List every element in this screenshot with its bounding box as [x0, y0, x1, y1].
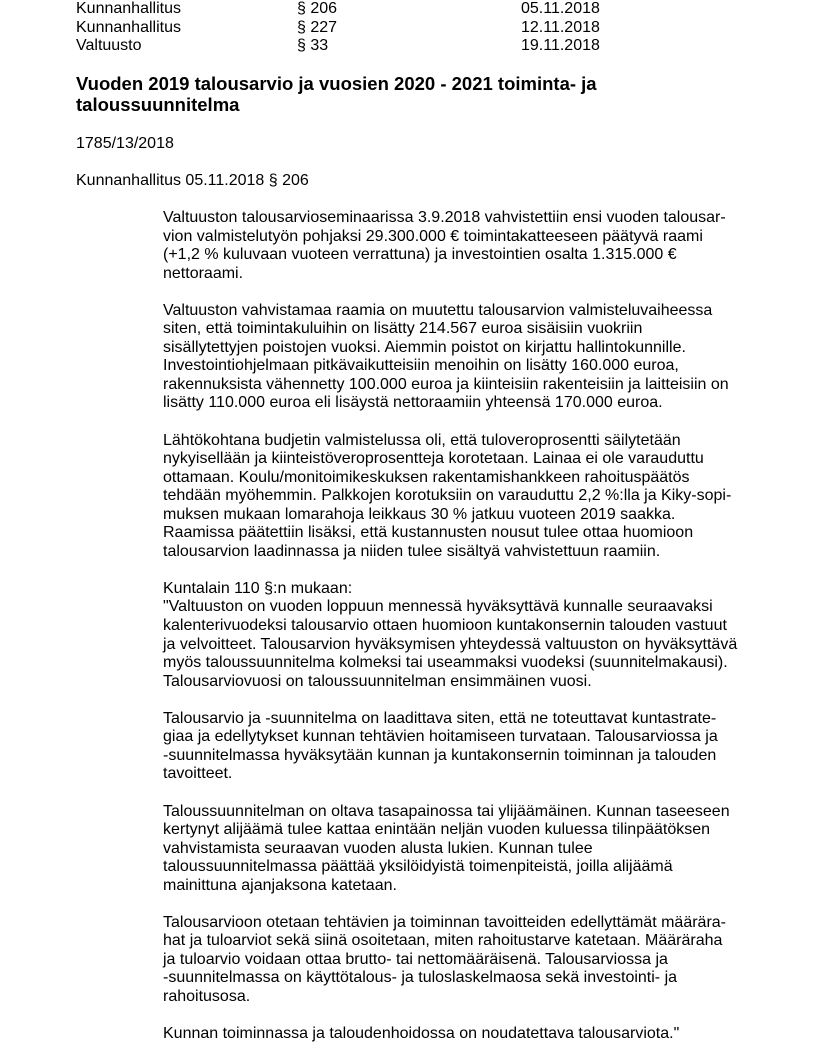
paragraph [163, 1025, 763, 1044]
handling-body: Kunnanhallitus [76, 18, 181, 36]
paragraph-line: siten, että toimintakuluihin on lisätty 214.567 euroa sisäisiin vuokriin [163, 320, 643, 338]
paragraph-line: nettoraami. [163, 264, 244, 282]
paragraph-line: hat ja tuloarviot sekä siinä osoitetaan, miten rahoitustarve katetaan. Määräraha [163, 932, 723, 950]
paragraph [163, 914, 763, 1007]
paragraph-line: Raamissa päätettiin lisäksi, että kustannusten nousut tulee ottaa huomioon [163, 524, 694, 542]
paragraph-line: kalenterivuodeksi talousarvio ottaen huomioon kuntakonsernin talouden vastuut [163, 617, 727, 635]
paragraph-line: Talousarviovuosi on taloussuunnitelman ensimmäinen vuosi. [163, 672, 592, 690]
paragraph-line: ja velvoitteet. Talousarvion hyväksymisen yhteydessä valtuuston on hyväksyttävä [163, 635, 738, 653]
paragraph-line: Investointiohjelmaan pitkävaikutteisiin menoihin on lisätty 160.000 euroa, [163, 357, 679, 375]
paragraph-line: taloussuunnitelmassa päättää yksilöidyistä toimenpiteistä, joilla alijäämä [163, 858, 673, 876]
handling-section: § 206 [297, 0, 338, 17]
meeting-reference: Kunnanhallitus 05.11.2018 § 206 [76, 172, 309, 189]
paragraph-line: tavoitteet. [163, 765, 233, 783]
paragraph-line: tehdään myöhemmin. Palkkojen korotuksiin on varauduttu 2,2 %:lla ja Kiky-sopi- [163, 487, 732, 505]
paragraph-line: (+1,2 % kuluvaan vuoteen verrattuna) ja investointien osalta 1.315.000 € [163, 246, 677, 264]
paragraph-line: ja tuloarvio voidaan ottaa brutto- tai nettomääräisenä. Talousarviossa ja [163, 950, 668, 968]
handling-body: Valtuusto [76, 37, 142, 54]
paragraph-line: Taloussuunnitelman on oltava tasapainossa tai ylijäämäinen. Kunnan taseeseen [163, 802, 730, 820]
paragraph-line: nykyisellään ja kiinteistöveroprosentteja korotetaan. Lainaa ei ole varauduttu [163, 450, 704, 468]
paragraph-line: Kuntalain 110 §:n mukaan: [163, 579, 353, 597]
paragraph-line: Valtuuston vahvistamaa raamia on muutettu talousarvion valmisteluvaiheessa [163, 301, 713, 319]
paragraph-line: muksen mukaan lomarahoja leikkaus 30 % jatkuu vuoteen 2019 saakka. [163, 505, 676, 523]
paragraph-line: kertynyt alijäämä tulee kattaa enintään neljän vuoden kuluessa tilinpäätöksen [163, 821, 711, 839]
handling-body: Kunnanhallitus [76, 0, 181, 17]
paragraph-line: Talousarvioon otetaan tehtävien ja toiminnan tavoitteiden edellyttämät määrära- [163, 913, 726, 931]
paragraph-line: talousarvion laadinnassa ja niiden tulee sisältyä vahvistettuun raamiin. [163, 542, 661, 560]
paragraph-line: lisätty 110.000 euroa eli lisäystä nettoraamiin yhteensä 170.000 euroa. [163, 394, 663, 412]
paragraph [163, 710, 763, 784]
handling-row [76, 19, 636, 38]
paragraph-line: rahoitusosa. [163, 987, 251, 1005]
paragraph-line: rakennuksista vähennetty 100.000 euroa ja kiinteisiin rakenteisiin ja laitteisiin on [163, 375, 729, 393]
handling-section: § 33 [297, 37, 329, 54]
handling-date: 12.11.2018 [521, 18, 600, 36]
paragraph-line: mainittuna ajanjaksona katetaan. [163, 876, 397, 894]
record-number: 1785/13/2018 [76, 135, 174, 152]
paragraph-line: myös taloussuunnitelma kolmeksi tai useammaksi vuodeksi (suunnitelmakausi). [163, 654, 728, 672]
paragraph-line: sisällytettyjen poistojen vuoksi. Aiemmin poistot on kirjattu hallintokunnille. [163, 338, 686, 356]
paragraph [163, 580, 763, 691]
paragraph [163, 209, 763, 283]
paragraph-line: vion valmistelutyön pohjaksi 29.300.000 € toimintakatteeseen päätyvä raami [163, 227, 703, 245]
paragraph-line: -suunnitelmassa hyväksytään kunnan ja kuntakonsernin toiminnan ja talouden [163, 746, 717, 764]
handling-date: 05.11.2018 [521, 0, 600, 17]
title-line: Vuoden 2019 talousarvio ja vuosien 2020 - 2021 toiminta- ja [76, 73, 597, 94]
paragraph-line: Lähtökohtana budjetin valmistelussa oli, että tuloveroprosentti säilytetään [163, 431, 681, 449]
paragraph [163, 432, 763, 562]
document-title [76, 73, 696, 115]
paragraph [163, 302, 763, 413]
handling-row [76, 37, 636, 56]
handling-section: § 227 [297, 18, 338, 36]
document-body [163, 209, 763, 1062]
paragraph-line: vahvistamista seuraavan vuoden alusta lukien. Kunnan tulee [163, 839, 593, 857]
paragraph-line: ottamaan. Koulu/monitoimikeskuksen rakentamishankkeen rahoituspäätös [163, 468, 690, 486]
paragraph-line: Talousarvio ja -suunnitelma on laadittava siten, että ne toteuttavat kuntastrate- [163, 709, 717, 727]
handling-date: 19.11.2018 [521, 37, 600, 54]
paragraph-line: giaa ja edellytykset kunnan tehtävien hoitamiseen turvataan. Talousarviossa ja [163, 728, 718, 746]
title-line: taloussuunnitelma [76, 94, 240, 115]
paragraph-line: "Valtuuston on vuoden loppuun mennessä hyväksyttävä kunnalle seuraavaksi [163, 598, 713, 616]
paragraph-line: Valtuuston talousarvioseminaarissa 3.9.2018 vahvistettiin ensi vuoden talousar- [163, 209, 726, 226]
paragraph [163, 803, 763, 896]
paragraph-line: -suunnitelmassa on käyttötalous- ja tuloslaskelmaosa sekä investointi- ja [163, 969, 678, 987]
paragraph-line: Kunnan toiminnassa ja taloudenhoidossa on noudatettava talousarviota." [163, 1025, 680, 1043]
handling-row [76, 0, 636, 19]
